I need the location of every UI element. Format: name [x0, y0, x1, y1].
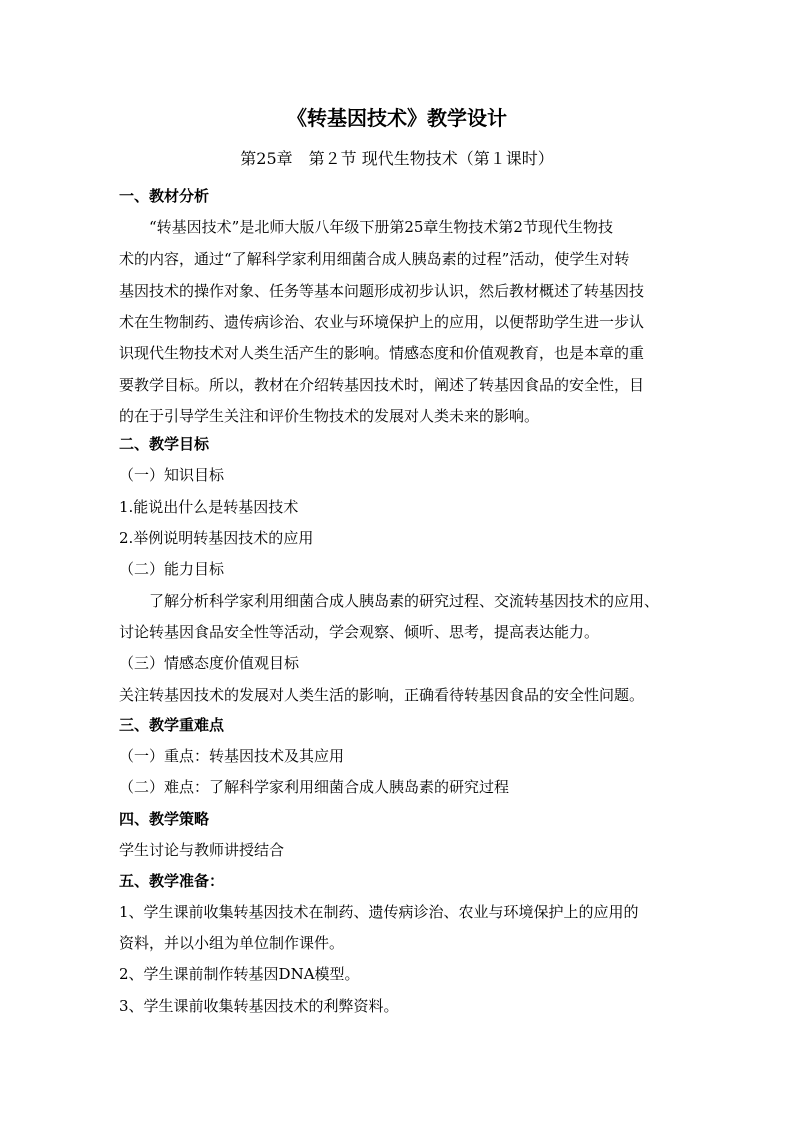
paragraph-line: “转基因技术”是北师大版八年级下册第25章生物技术第2节现代生物技	[149, 218, 613, 236]
document-title: 《转基因技术》教学设计	[287, 106, 507, 130]
section-heading-teaching-preparation: 五、教学准备：	[119, 872, 225, 890]
list-item: 3、学生课前收集转基因技术的利弊资料。	[119, 997, 399, 1015]
list-item: 2.举例说明转基因技术的应用	[119, 529, 314, 547]
list-item: 资料，并以小组为单位制作课件。	[119, 934, 345, 952]
section-heading-teaching-strategy: 四、教学策略	[119, 810, 210, 828]
paragraph-line: 讨论转基因食品安全性等活动，学会观察、倾听、思考，提高表达能力。	[119, 623, 600, 641]
paragraph-line: 术的内容，通过“了解科学家利用细菌合成人胰岛素的过程”活动，使学生对转	[119, 250, 630, 268]
key-point: （一）重点：转基因技术及其应用	[119, 747, 345, 765]
section-heading-teaching-goals: 二、教学目标	[119, 435, 210, 453]
paragraph-line: 关注转基因技术的发展对人类生活的影响，正确看待转基因食品的安全性问题。	[119, 686, 645, 704]
paragraph-line: 学生讨论与教师讲授结合	[119, 841, 285, 859]
paragraph-line: 要教学目标。所以，教材在介绍转基因技术时，阐述了转基因食品的安全性，目	[119, 376, 645, 394]
section-heading-textbook-analysis: 一、教材分析	[119, 187, 210, 205]
list-item: 1、学生课前收集转基因技术在制药、遗传病诊治、农业与环境保护上的应用的	[119, 903, 639, 921]
paragraph-line: 的在于引导学生关注和评价生物技术的发展对人类未来的影响。	[119, 407, 540, 425]
document-subtitle: 第25章 第２节 现代生物技术（第１课时）	[240, 149, 554, 168]
paragraph-line: 了解分析科学家利用细菌合成人胰岛素的研究过程、交流转基因技术的应用、	[149, 592, 660, 610]
difficult-point: （二）难点：了解科学家利用细菌合成人胰岛素的研究过程	[119, 778, 510, 796]
paragraph-line: 术在生物制药、遗传病诊治、农业与环境保护上的应用，以便帮助学生进一步认	[119, 313, 645, 331]
paragraph-line: 基因技术的操作对象、任务等基本问题形成初步认识，然后教材概述了转基因技	[119, 282, 645, 300]
subheading-knowledge-goals: （一）知识目标	[119, 466, 225, 484]
subheading-ability-goals: （二）能力目标	[119, 560, 225, 578]
list-item: 2、学生课前制作转基因DNA模型。	[119, 965, 360, 983]
list-item: 1.能说出什么是转基因技术	[119, 498, 299, 516]
section-heading-key-difficult: 三、教学重难点	[119, 716, 225, 734]
paragraph-line: 识现代生物技术对人类生活产生的影响。情感态度和价值观教育，也是本章的重	[119, 344, 645, 362]
subheading-emotion-goals: （三）情感态度价值观目标	[119, 654, 300, 672]
